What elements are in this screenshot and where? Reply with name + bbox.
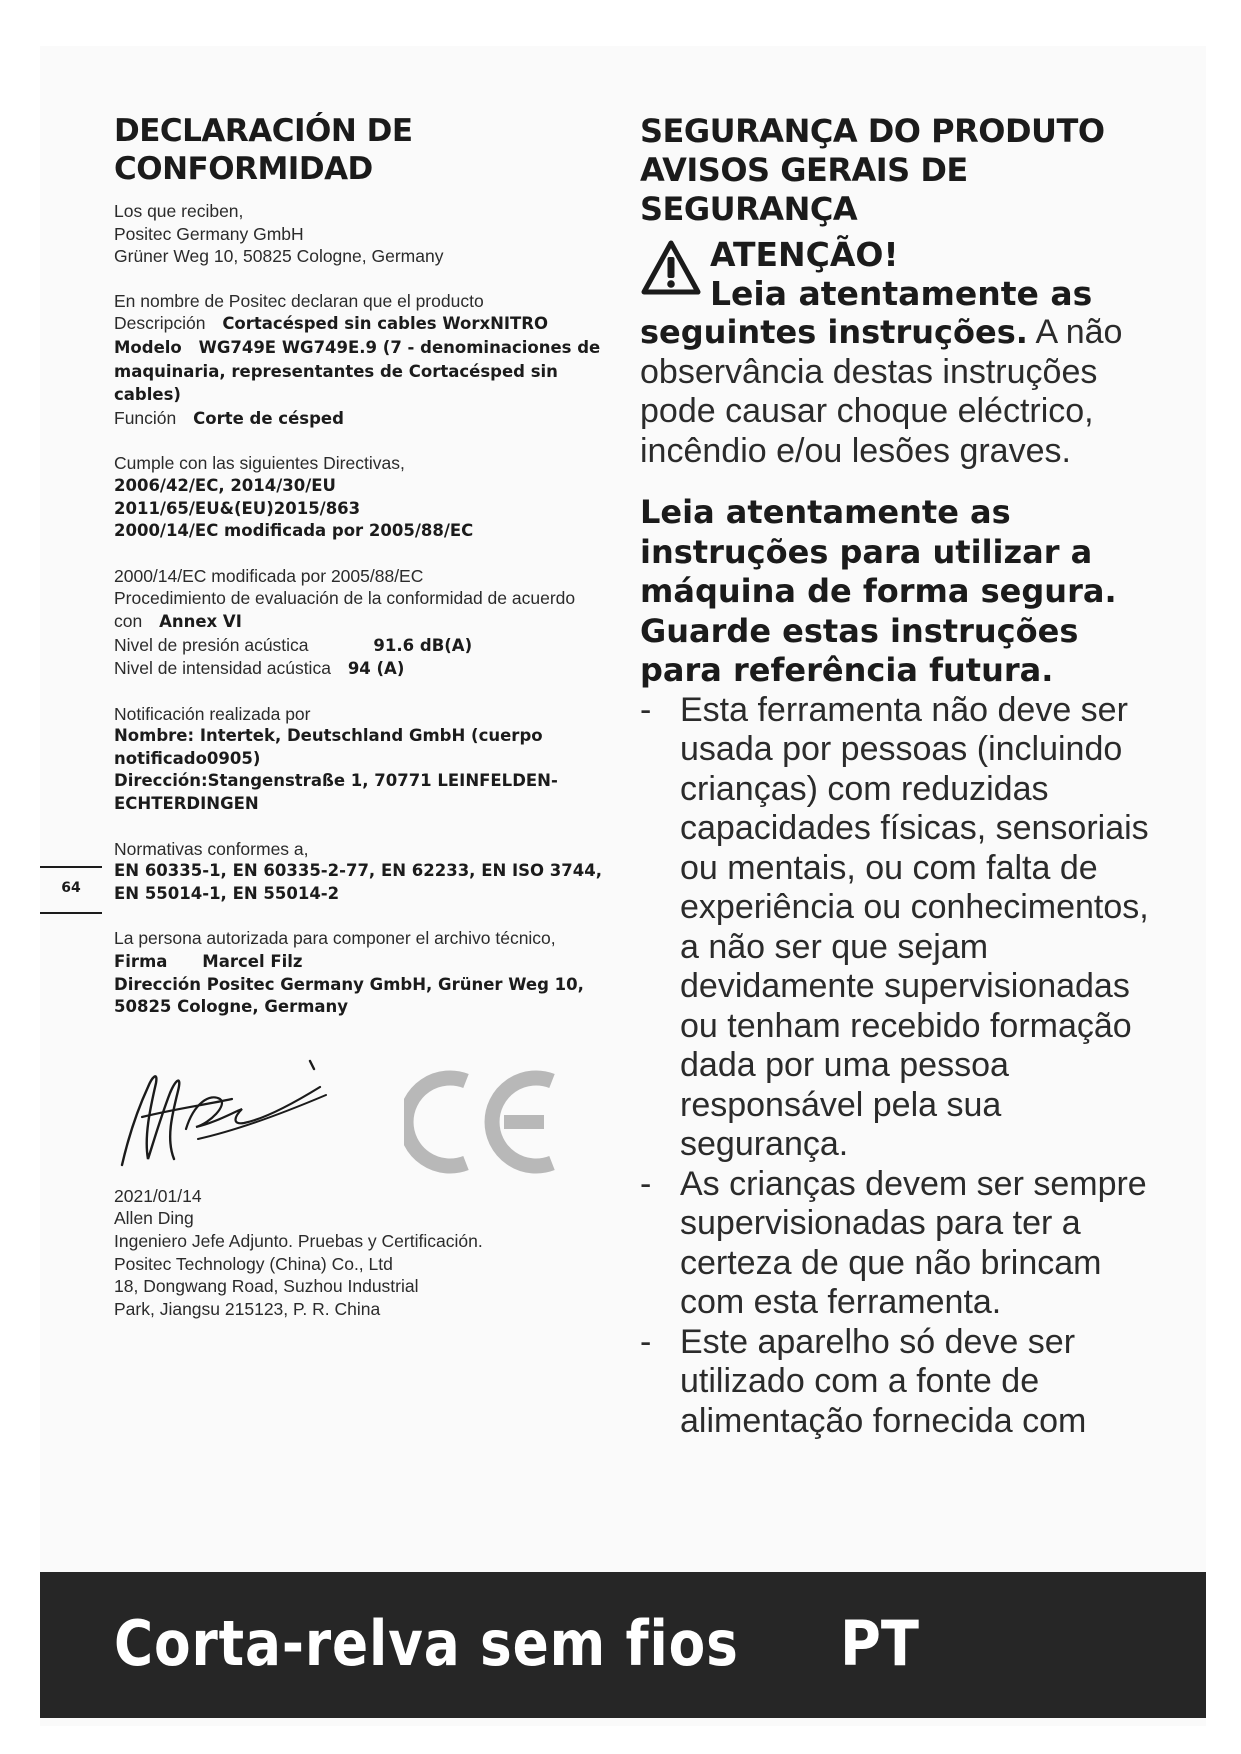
function-row xyxy=(114,407,624,431)
standards-intro: Normativas conformes a, xyxy=(114,838,309,859)
warning-bold-line: Leia atentamente as xyxy=(710,274,1093,313)
declaration-date: 2021/01/14 xyxy=(114,1185,202,1206)
warning-triangle-icon xyxy=(640,239,702,297)
notified-body-name: Nombre: Intertek, Deutschland GmbH (cuerpo notificado0905) xyxy=(114,726,543,768)
directives-block xyxy=(114,452,624,542)
sound-intensity-value: 94 (A) xyxy=(347,659,405,679)
recipient-line: Los que reciben, xyxy=(114,201,244,221)
model-row xyxy=(114,336,624,407)
ce-mark-icon xyxy=(404,1067,564,1177)
language-code: PT xyxy=(840,1607,919,1680)
function-label: Función xyxy=(114,407,177,428)
sound-intensity-label: Nivel de intensidad acústica xyxy=(114,658,331,679)
authorized-intro: La persona autorizada para componer el archivo técnico, xyxy=(114,928,556,949)
signer-title: Ingeniero Jefe Adjunto. Pruebas y Certificación. xyxy=(114,1231,483,1251)
safety-column xyxy=(640,112,1160,1441)
model-value: WG749E WG749E.9 (7 - denominaciones de maquinaria, representantes de Cortacésped sin cables) xyxy=(114,337,601,405)
company-name: Positec Technology (China) Co., Ltd xyxy=(114,1253,393,1274)
signer-block xyxy=(114,1185,624,1321)
sound-intensity-row xyxy=(114,657,624,681)
declaration-column xyxy=(114,112,624,1320)
bullet-dash: - xyxy=(640,690,652,729)
recipients-block xyxy=(114,200,624,268)
notified-body-address: Dirección:Stangenstraße 1, 70771 LEINFELDEN-ECHTERDINGEN xyxy=(114,771,558,814)
procedure-text: Procedimiento de evaluación de la conformidad de acuerdo xyxy=(114,588,576,609)
signature-area xyxy=(114,1047,624,1171)
safety-bullet-list xyxy=(640,691,1160,1442)
annex-value: Annex VI xyxy=(159,611,242,631)
warning-bold-line: seguintes instruções. xyxy=(640,313,1028,351)
description-row xyxy=(114,312,624,336)
notification-intro: Notificación realizada por xyxy=(114,703,311,724)
bullet-dash: - xyxy=(640,1164,652,1203)
authorized-address: Dirección Positec Germany GmbH, Grüner Weg 10, 50825 Cologne, Germany xyxy=(114,974,584,1017)
company-address: Park, Jiangsu 215123, P. R. China xyxy=(114,1298,381,1319)
list-item: - Esta ferramenta não deve ser usada por pessoas (incluindo crianças) com reduzidas capacidades físicas, sensoriais ou mentais, ou com falta de experiência ou conhecimentos, a não ser que sejam devidamente supervisionadas ou tenham recebido formação dada por uma pessoa responsável pela sua segurança. xyxy=(640,690,1149,1163)
page-number: 64 xyxy=(61,880,81,896)
declaration-title: DECLARACIÓN DE CONFORMIDAD xyxy=(114,113,413,187)
authorized-person-block xyxy=(114,927,624,1018)
page-number-rule xyxy=(40,912,102,914)
standards-list: EN 60335-1, EN 60335-2-77, EN 62233, EN ISO 3744, EN 55014-1, EN 55014-2 xyxy=(114,861,602,903)
directive-item: 2000/14/EC modificada por 2005/88/EC xyxy=(114,521,474,541)
function-value: Corte de césped xyxy=(193,408,344,428)
directive-item: 2006/42/EC, 2014/30/EU xyxy=(114,475,336,495)
warning-heading xyxy=(640,235,1160,313)
recipient-line: Positec Germany GmbH xyxy=(114,223,304,244)
sound-pressure-row xyxy=(114,634,624,658)
sound-pressure-label: Nivel de presión acústica xyxy=(114,634,309,655)
bullet-dash: - xyxy=(640,1322,652,1361)
signer-name: Allen Ding xyxy=(114,1208,194,1229)
sound-pressure-value: 91.6 dB(A) xyxy=(373,635,473,655)
page-number-rule xyxy=(40,866,102,868)
recipient-line: Grüner Weg 10, 50825 Cologne, Germany xyxy=(114,246,444,267)
procedure-annex-row: con Annex VI xyxy=(114,610,242,631)
footer-title: Corta-relva sem fios xyxy=(114,1607,739,1680)
list-item: - Este aparelho só deve ser utilizado com a fonte de alimentação fornecida com xyxy=(640,1322,1087,1440)
directive-reference: 2000/14/EC modificada por 2005/88/EC xyxy=(114,565,424,586)
warning-text: seguintes instruções. A não observância destas instruções pode causar choque eléctrico, incêndio e/ou lesões graves. xyxy=(640,313,1123,470)
procedure-block xyxy=(114,565,624,681)
signature-row xyxy=(114,950,624,974)
description-label: Descripción xyxy=(114,313,206,334)
list-item: - As crianças devem ser sempre supervisionadas para ter a certeza de que não brincam com esta ferramenta. xyxy=(640,1164,1147,1321)
model-label: Modelo xyxy=(114,337,182,357)
signature-label: Firma xyxy=(114,952,168,972)
signatory-name: Marcel Filz xyxy=(202,952,303,972)
handwritten-signature xyxy=(114,1047,364,1171)
safety-title: SEGURANÇA DO PRODUTO AVISOS GERAIS DE SEGURANÇA xyxy=(640,112,1105,228)
description-value: Cortacésped sin cables WorxNITRO xyxy=(222,314,549,334)
company-address: 18, Dongwang Road, Suzhou Industrial xyxy=(114,1276,419,1297)
warning-label: ATENÇÃO! xyxy=(710,235,899,274)
product-block xyxy=(114,290,624,431)
footer-band xyxy=(40,1572,1206,1718)
on-behalf-text: En nombre de Positec declaran que el producto xyxy=(114,290,484,311)
notified-body-block xyxy=(114,703,624,816)
directives-intro: Cumple con las siguientes Directivas, xyxy=(114,453,405,474)
standards-block xyxy=(114,838,624,906)
read-instructions: Leia atentamente as instruções para utilizar a máquina de forma segura. Guarde estas instruções para referência futura. xyxy=(640,493,1117,689)
directive-item: 2011/65/EU&(EU)2015/863 xyxy=(114,498,361,518)
